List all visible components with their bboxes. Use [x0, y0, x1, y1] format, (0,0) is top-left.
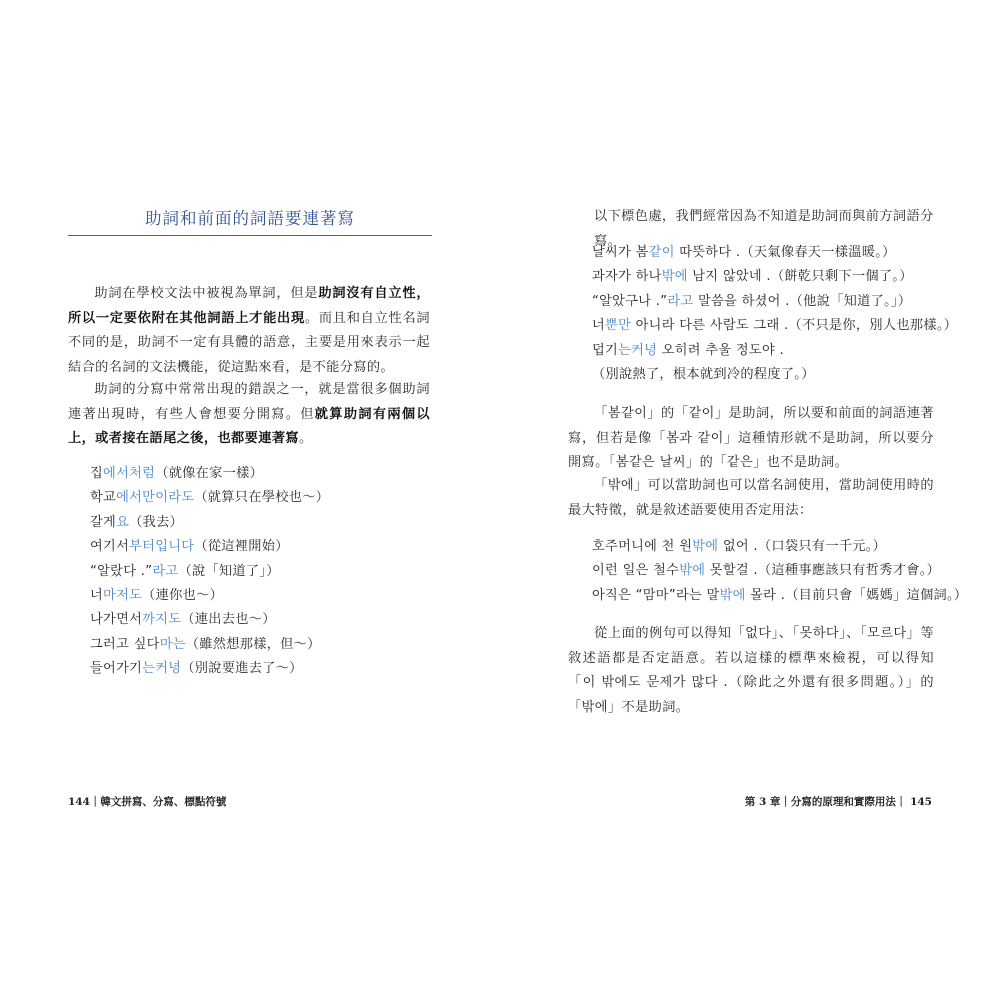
example-line: “알았구나 .”라고 말씀을 하셨어 .（他說「知道了。」）	[592, 293, 912, 309]
right-page-footer: 第 3 章｜分寫的原理和實際用法｜ 145	[744, 796, 932, 808]
right-page	[500, 0, 1000, 1000]
left-page-footer: 144｜韓文拼寫、分寫、標點符號	[68, 796, 227, 808]
example-line: 나가면서까지도（連出去也～）	[90, 612, 276, 628]
right-example-list-1	[592, 241, 957, 387]
right-paragraph-3: 從上面的例句可以得知「없다」、「못하다」、「모르다」等敘述語都是否定語意。若以這樣的標準來檢視，可以得知「이 밖에도 문제가 많다 .（除此之外還有很多問題。）」的「밖에」不是助詞。	[568, 626, 934, 715]
example-line: 과자가 하나밖에 남지 않았네 .（餅乾只剩下一個了。）	[592, 269, 913, 285]
example-line: 이런 일은 철수밖에 못할걸 .（這種事應該只有哲秀才會。）	[592, 563, 941, 579]
title-underline	[68, 235, 432, 236]
right-intro: 以下標色處，我們經常因為不知道是助詞而與前方詞語分寫。	[594, 209, 934, 249]
p2-bold: 就算助詞有兩個以上，或者接在語尾之後，也都要連著寫	[68, 406, 430, 446]
example-line: 호주머니에 천 원밖에 없어 .（口袋只有一千元。）	[592, 539, 887, 554]
example-line: （別說熱了，根本就到冷的程度了。）	[592, 367, 815, 383]
left-example-list	[90, 462, 329, 682]
example-line: 날씨가 봄같이 따뜻하다 .（天氣像春天一樣溫暖。）	[592, 245, 896, 260]
example-line: 너뿐만 아니라 다른 사람도 그래 .（不只是你，別人也那樣。）	[592, 318, 958, 334]
example-line: 덥기는커녕 오히려 추울 정도야 .	[592, 342, 784, 358]
example-line: “알랐다 .”라고（說「知道了」）	[90, 563, 280, 579]
example-line: 그러고 싶다마는（雖然想那樣，但～）	[90, 636, 321, 652]
example-line: 아직은 “맘마”라는 말밖에 몰라 .（目前只會「媽媽」這個詞。）	[592, 587, 968, 603]
right-example-list-2	[592, 535, 967, 608]
example-line: 집에서처럼（就像在家一樣）	[90, 466, 264, 481]
section-title: 助詞和前面的詞語要連著寫	[145, 209, 355, 228]
right-paragraph-2: 「밖에」可以當助詞也可以當名詞使用，當助詞使用時的最大特徵，就是敘述語要使用否定用法：	[568, 478, 934, 518]
example-line: 너마저도（連你也～）	[90, 588, 224, 604]
example-line: 여기서부터입니다（從這裡開始）	[90, 539, 289, 555]
p1-bold: 助詞沒有自立性，所以一定要依附在其他詞語上才能出現	[68, 286, 430, 326]
p2-text-a: 助詞的分寫中常常出現的錯誤之一，就是當很多個助詞連著出現時，有些人會想要分開寫。但	[68, 382, 430, 422]
right-paragraph-1: 「봄같이」的「같이」是助詞，所以要和前面的詞語連著寫，但若是像「봄과 같이」這種情形就不是助詞，所以要分開寫。「봄같은 날씨」的「같은」也不是助詞。	[568, 406, 934, 470]
p1-text-c: 。而且和自立性名詞不同的是，助詞不一定有具體的語意，主要是用來表示一起結合的名詞的文法機能，從這點來看，是不能分寫的。	[68, 310, 430, 375]
left-paragraph-1	[68, 282, 430, 380]
example-line: 들어가기는커녕（別說要進去了～）	[90, 661, 303, 677]
p1-text-a: 助詞在學校文法中被視為單詞，但是	[94, 286, 319, 301]
left-paragraph-2	[68, 378, 430, 452]
example-line: 갈게요（我去）	[90, 514, 184, 530]
p2-text-c: 。	[299, 431, 313, 446]
example-line: 학교에서만이라도（就算只在學校也～）	[90, 490, 330, 506]
